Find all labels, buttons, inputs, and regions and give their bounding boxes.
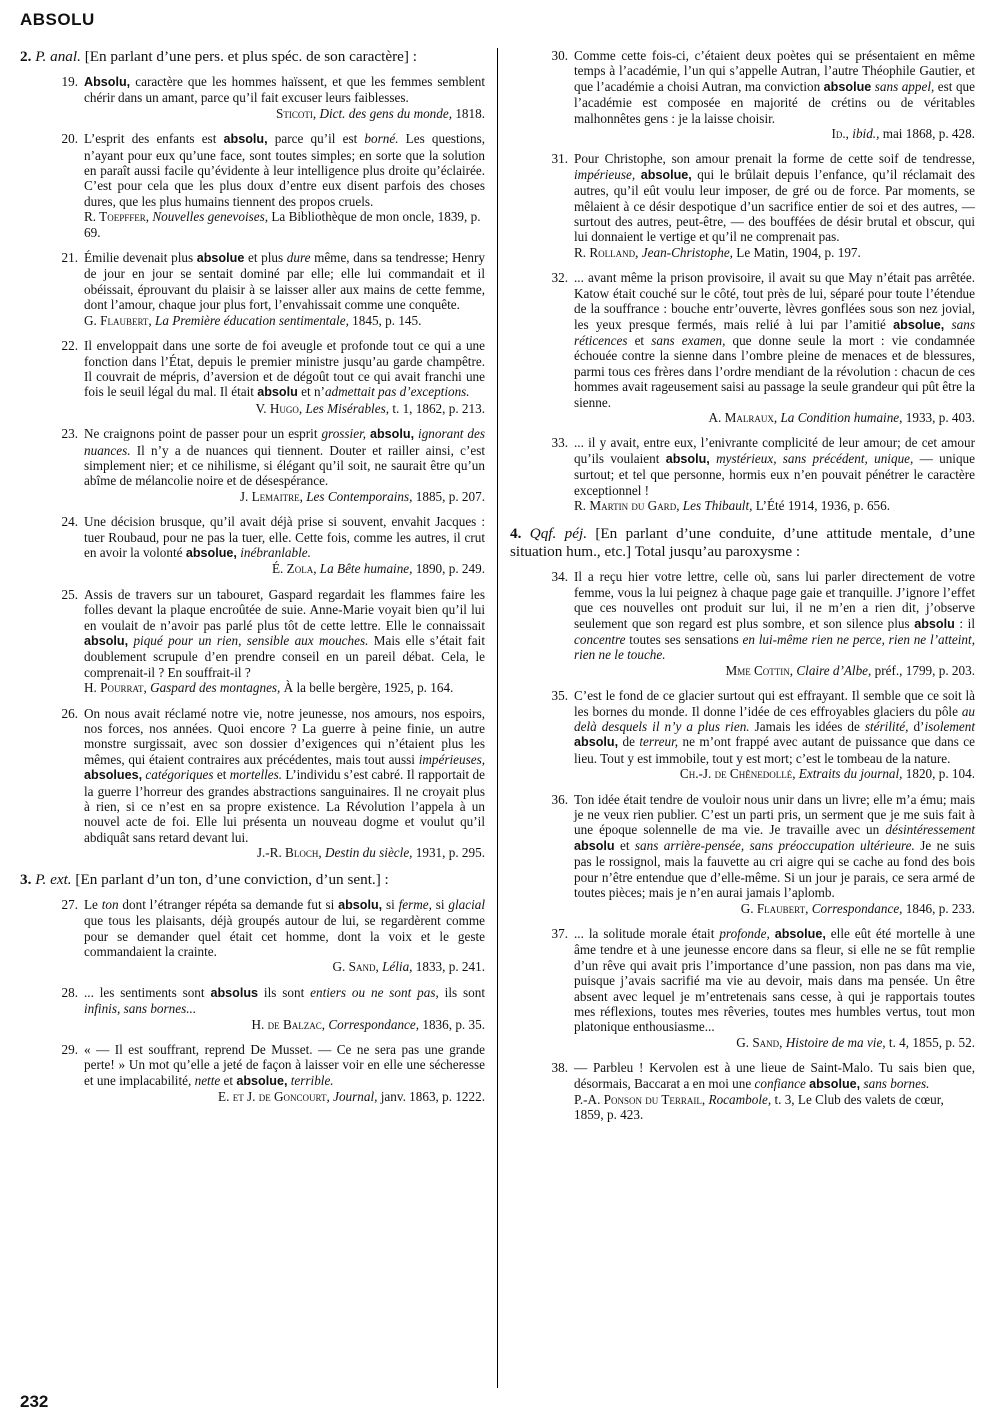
citation: G. Sand, Histoire de ma vie, t. 4, 1855, p. 52. bbox=[736, 1034, 975, 1050]
quotation-24: 24. Une décision brusque, qu’il avait déjà prise si souvent, envahit Jacques : tuer Roubaud, pour ne pas la tuer, elle. Cette fois, comme les autres, il crut en avoir la volonté absolue, inébranlable. É. Zola, La Bête humaine, 1890, p. 249. bbox=[61, 514, 485, 577]
section-2-heading: 2. P. anal. [En parlant d’une pers. et plus spéc. de son caractère] : bbox=[20, 48, 417, 65]
quotation-32: 32. ... avant même la prison provisoire, il avait su que May n’était pas arrêtée. Katow était couché sur le côté, tout près de lui, séparé pour toute l’étendue de la souffrance : bouche entr’ouverte, lèvres gonflées sous son nez jovial, les yeux presque fermés, mais relié à lui par l’amitié absolue, sans réticences et sans examen, que donne seule la mort : vie condamnée échouée contre la sienne dans l’ombre pleine de menaces et de blessures, parmi tous ces frères dans l’ordre mendiant de la révolution : chacun de ces hommes avait rageusement saisi au passage la seule grandeur qui pût être la sienne. A. Malraux, La Condition humaine, 1933, p. 403. bbox=[551, 270, 975, 425]
citation: P.-A. Ponson du Terrail, Rocambole, t. 3, Le Club des valets de cœur, 1859, p. 423. bbox=[574, 1091, 944, 1123]
citation: J.-R. Bloch, Destin du siècle, 1931, p. 295. bbox=[256, 845, 485, 861]
citation: G. Sand, Lélia, 1833, p. 241. bbox=[332, 959, 485, 975]
page-number: 232 bbox=[20, 1392, 49, 1411]
citation: H. Pourrat, Gaspard des montagnes, À la belle bergère, 1925, p. 164. bbox=[84, 680, 454, 696]
citation: G. Flaubert, La Première éducation sentimentale, 1845, p. 145. bbox=[84, 312, 422, 328]
quotation-33: 33. ... il y avait, entre eux, l’enivrante complicité de leur amour; de cet amour qu’ils voulaient absolu, mystérieux, sans précédent, unique, — unique surtout; et tel que personne, hormis eux n’en pouvait pénétrer le caractère exceptionnel ! R. Martin du Gard, Les Thibault, L’Été 1914, 1936, p. 656. bbox=[551, 435, 975, 513]
quotation-34: 34. Il a reçu hier votre lettre, celle où, sans lui parler directement de votre femme, vous la lui peignez à chaque page gaie et tranquille. J’ignore l’effet que ces nouvelles ont produit sur lui, il ne m’en a rien dit, j’observe seulement que son regard est plus sombre, et son silence plus absolu : il concentre toutes ses sensations en lui-même rien ne perce, rien ne l’atteint, rien ne le touche. Mme Cottin, Claire d’Albe, préf., 1799, p. 203. bbox=[551, 569, 975, 678]
quotation-36: 36. Ton idée était tendre de vouloir nous unir dans un livre; elle m’a ému; mais je ne veux rien publier. C’est un parti pris, un serment que je me suis fait à une époque solennelle de ma vie. Je travaille avec un désintéressement absolu et sans arrière-pensée, sans préoccupation ultérieure. Je ne suis pas le rossignol, mais la fauvette au cri aigre qui se cache au fond des bois pour n’être entendue que d’elle-même. Si un jour je parais, ce sera armé de toutes pièces; mais je n’en aurai jamais l’aplomb. G. Flaubert, Correspondance, 1846, p. 233. bbox=[551, 791, 975, 916]
quotation-19: 19. Absolu, caractère que les hommes haïssent, et que les femmes semblent chérir dans un amant, parce qu’il fait excuser leurs faiblesses. Sticoti, Dict. des gens du monde, 1818. bbox=[61, 74, 485, 121]
section-3-heading: 3. P. ext. [En parlant d’un ton, d’une conviction, d’un sent.] : bbox=[20, 870, 389, 888]
citation: Ch.-J. de Chênedollé, Extraits du journal, 1820, p. 104. bbox=[679, 766, 975, 782]
quotation-26: 26. On nous avait réclamé notre vie, notre jeunesse, nos amours, nos espoirs, nos forces, nos années. Quoi encore ? La guerre à peine finie, un autre monstre surgissait, avec son dossier d’exigences qui n’étaient plus les mêmes, qui étaient contraires aux précédentes, mais tout aussi impérieuses, absolues, catégoriques et mortelles. L’individu s’est cabré. Il rapportait de la guerre l’horreur des grandes abstractions sanguinaires. Il ne croyait plus à rien, si ce n’est en sa propre existence. La Révolution l’appela à un nouvel acte de foi. Elle lui présenta un nouveau dogme et voulut qu’il abdiquât sans retard devant lui. J.-R. Bloch, Destin du siècle, 1931, p. 295. bbox=[61, 705, 485, 861]
citation: E. et J. de Goncourt, Journal, janv. 1863, p. 1222. bbox=[218, 1089, 485, 1105]
quotation-28: 28. ... les sentiments sont absolus ils sont entiers ou ne sont pas, ils sont infinis, sans bornes... H. de Balzac, Correspondance, 1836, p. 35. bbox=[61, 984, 485, 1032]
citation: V. Hugo, Les Misérables, t. 1, 1862, p. 213. bbox=[255, 400, 485, 416]
left-column bbox=[20, 48, 485, 1115]
citation: Mme Cottin, Claire d’Albe, préf., 1799, p. 203. bbox=[725, 662, 975, 678]
quotation-27: 27. Le ton dont l’étranger répéta sa demande fut si absolu, si ferme, si glacial que tous les plaisants, déjà groupés autour de lui, se regardèrent comme pour se demander quel était cet homme, dont la voix et le geste commandaient la crainte. G. Sand, Lélia, 1833, p. 241. bbox=[61, 896, 486, 975]
citation: R. Rolland, Jean-Christophe, Le Matin, 1904, p. 197. bbox=[574, 244, 861, 260]
citation: A. Malraux, La Condition humaine, 1933, p. 403. bbox=[708, 409, 975, 425]
quotation-25: 25. Assis de travers sur un tabouret, Gaspard regardait les flammes faire les folles devant la plaque encroûtée de suie. Anne-Marie voyait bien qu’il lui en voulait de n’avoir pas parlé plus tôt de cette lettre. Elle le connaissait absolu, piqué pour un rien, sensible aux mouches. Mais elle s’était fait doublement scrupule d’en prendre conseil en un pareil débat. Cela, le comprenait-il ? En souffrait-il ? H. Pourrat, Gaspard des montagnes, À la belle bergère, 1925, p. 164. bbox=[61, 586, 485, 696]
citation: H. de Balzac, Correspondance, 1836, p. 35. bbox=[251, 1016, 485, 1032]
quotation-22: 22. Il enveloppait dans une sorte de foi aveugle et profonde tout ce qui a une fonction dans l’État, depuis le premier ministre jusqu’au garde champêtre. Il couvrait de mépris, d’aversion et de dégoût tout ce qui avait franchi une fois le seuil légal du mal. Il était absolu et n’admettait pas d’exceptions. V. Hugo, Les Misérables, t. 1, 1862, p. 213. bbox=[61, 338, 485, 416]
citation: G. Flaubert, Correspondance, 1846, p. 233. bbox=[740, 900, 975, 916]
citation: J. Lemaitre, Les Contemporains, 1885, p. 207. bbox=[239, 488, 485, 504]
quotation-35: 35. C’est le fond de ce glacier surtout qui est effrayant. Il semble que ce soit là les bornes du monde. Il donne l’idée de ces effroyables glaciers du pôle au delà desquels il n’y a plus rien. Jamais les idées de stérilité, d’isolement absolu, de terreur, ne m’ont frappé avec autant de puissance que dans ce lieu. Tout y est immobile, tout y est mort; c’est le tombeau de la nature. Ch.-J. de Chênedollé, Extraits du journal, 1820, p. 104. bbox=[551, 688, 975, 782]
quotation-29: 29. « — Il est souffrant, reprend De Musset. — Ce ne sera pas une grande perte! » Un mot qu’elle a jeté de façon à laisser voir en elle une sécheresse et une implacabilité, nette et absolue, terrible. E. et J. de Goncourt, Journal, janv. 1863, p. 1222. bbox=[61, 1041, 485, 1105]
quotation-31: 31. Pour Christophe, son amour prenait la forme de cette soif de tendresse, impérieuse, absolue, qui le brûlait depuis l’enfance, qu’il réclamait des autres, qu’il eût voulu leur imposer, de gré ou de force. Par moments, se mêlaient à ce désir despotique d’un sacrifice entier de soi et des autres, — surtout des autres, peut-être, — des bouffées de désir brutal et obscur, qui lui donnaient le vertige et qu’il ne comprenait pas. R. Rolland, Jean-Christophe, Le Matin, 1904, p. 197. bbox=[551, 151, 975, 260]
citation: Id., ibid., mai 1868, p. 428. bbox=[831, 126, 975, 142]
quotation-21: 21. Émilie devenait plus absolue et plus dure même, dans sa tendresse; Henry de jour en jour se sentait dominé par elle; elle lui commandait et il obéissait, éprouvant du plaisir à se laisser aller aux mains de cette femme, dont l’amour, chaque jour plus fort, l’envahissait comme une conquête. G. Flaubert, La Première éducation sentimentale, 1845, p. 145. bbox=[61, 250, 485, 328]
quotation-23: 23. Ne craignons point de passer pour un esprit grossier, absolu, ignorant des nuances. Il n’y a de nuances qui tiennent. Douter et railler ainsi, c’est simplement nier; et ce nihilisme, si élégant qu’il soit, ne saurait être qu’un abîme de mélancolie noire et de désespérance. J. Lemaitre, Les Contemporains, 1885, p. 207. bbox=[61, 426, 485, 504]
quotation-38: 38. — Parbleu ! Kervolen est à une lieue de Saint-Malo. Tu sais bien que, désormais, Baccarat a en moi une confiance absolue, sans bornes. P.-A. Ponson du Terrail, Rocambole, t. 3, Le Club des valets de cœur, 1859, p. 423. bbox=[551, 1060, 975, 1123]
citation: É. Zola, La Bête humaine, 1890, p. 249. bbox=[272, 561, 485, 577]
citation: Sticoti, Dict. des gens du monde, 1818. bbox=[276, 105, 485, 121]
citation: R. Martin du Gard, Les Thibault, L’Été 1914, 1936, p. 656. bbox=[574, 497, 891, 513]
running-head: ABSOLU bbox=[20, 10, 95, 29]
citation: R. Toepffer, Nouvelles genevoises, La Bibliothèque de mon oncle, 1839, p. 69. bbox=[84, 209, 481, 240]
section-4-heading: 4. Qqf. péj. [En parlant d’une conduite, d’une attitude mentale, d’une situation hum., etc.] Total jusqu’au paroxysme : bbox=[510, 525, 976, 561]
quotation-20: 20. L’esprit des enfants est absolu, parce qu’il est borné. Les questions, n’ayant pour eux qu’une face, sont toutes simples; en sorte que la solution en paraît aussi facile qu’évidente à leur intelligence plus droite qu’éclairée. C’est pour cela que les plus doux d’entre eux disent parfois des choses dures, que les plus humains tiennent des propos cruels. R. Toepffer, Nouvelles genevoises, La Bibliothèque de mon oncle, 1839, p. 69. bbox=[61, 131, 485, 240]
quotation-30: 30. Comme cette fois-ci, c’étaient deux poètes qui se présentaient en même temps à l’académie, l’un qui s’appelle Autran, l’autre Théophile Gautier, et que l’académie a choisi Autran, ma conviction absolue sans appel, est que l’académie est composée en majorité de crétins ou de véritables malhonnêtes gens : je la laisse choisir. Id., ibid., mai 1868, p. 428. bbox=[551, 48, 975, 142]
right-column bbox=[510, 48, 975, 1133]
column-divider bbox=[497, 48, 498, 1388]
quotation-37: 37. ... la solitude morale était profonde, absolue, elle eût été mortelle à une âme tendre et à une jeunesse encore dans sa fleur, si elle ne se fût remplie d’un rêve qui avait pris l’importance d’une passion, non pas dans ma vie, puisque j’avais sacrifié ma vie au devoir, mais dans ma pensée. Un être absent avec lequel je m’entretenais sans cesse, à qui je rapportais toutes mes réflexions, toutes mes rêveries, toutes mes humbles vertus, tout mon platonique enthousiasme... G. Sand, Histoire de ma vie, t. 4, 1855, p. 52. bbox=[551, 925, 975, 1050]
